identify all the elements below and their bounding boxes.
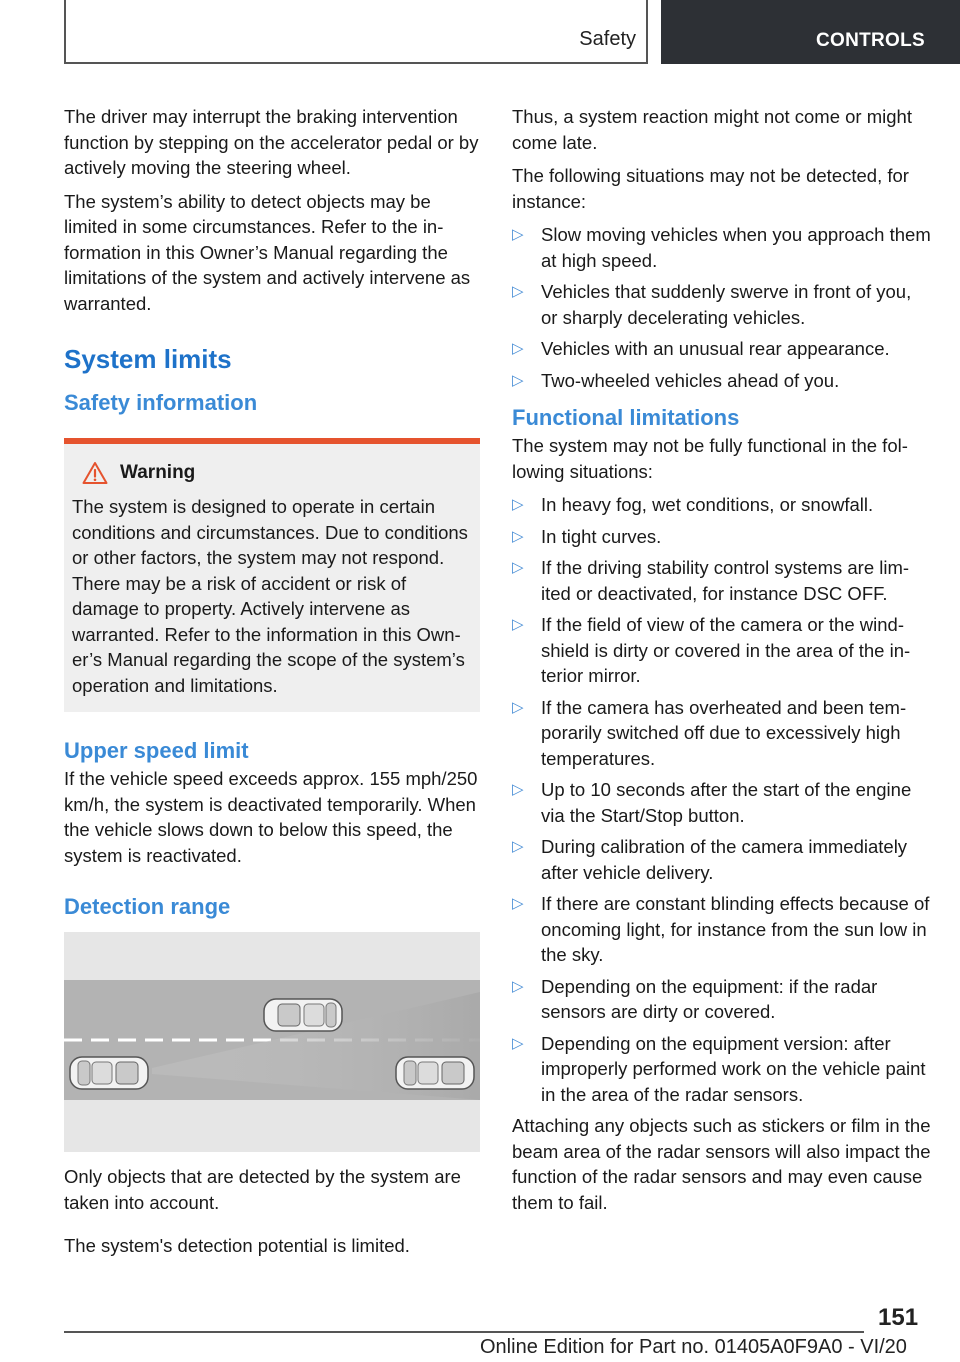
page-number: 151 xyxy=(878,1304,919,1331)
paragraph-detection-potential: The system's detection potential is limited. xyxy=(64,1235,410,1256)
list-functional-limitations xyxy=(512,492,932,1107)
list-item: ▷ In tight curves. xyxy=(512,524,932,550)
warning-header xyxy=(72,458,472,488)
left-column xyxy=(64,104,480,1267)
paragraph-braking-interrupt: The driver may interrupt the braking intervention function by stepping on the accelerator pedal or by actively moving the steering wheel. xyxy=(64,106,479,178)
list-item: ▷ During calibration of the camera immediately after vehicle delivery. xyxy=(512,836,908,883)
list-item: ▷ Up to 10 seconds after the start of the engine via the Start/Stop button. xyxy=(512,779,912,826)
bullet-triangle-icon: ▷ xyxy=(512,977,524,995)
list-item: ▷ Vehicles that suddenly swerve in front of you, or sharply decelerating vehicles. xyxy=(512,281,912,328)
bullet-triangle-icon: ▷ xyxy=(512,781,524,798)
bullet-triangle-icon: ▷ xyxy=(512,838,524,855)
list-item: ▷ If there are constant blinding effects because of oncoming light, for instance from the sun low in the sky. xyxy=(512,893,930,965)
list-item: ▷ If the camera has overheated and been temporarily switched off due to excessively high temperatures. xyxy=(512,696,907,769)
bullet-triangle-icon: ▷ xyxy=(512,559,524,576)
paragraph-not-detected-intro: The following situations may not be detected, for instance: xyxy=(512,165,909,212)
paragraph-detected-objects: Only objects that are detected by the system are taken into account. xyxy=(64,1166,461,1213)
heading-safety-information: Safety information xyxy=(64,390,258,415)
car-ahead-other-lane-icon xyxy=(264,999,342,1031)
warning-text: The system is designed to operate in certain conditions and circumstances. Due to conditions or other factors, the system may not respond. There may be a risk of accident or risk of damage to property. Actively intervene as warranted. Refer to the information in this Owner’s Manual regarding the scope of the system’s operation and limitations. xyxy=(72,496,468,696)
heading-detection-range: Detection range xyxy=(64,894,231,919)
bullet-triangle-icon: ▷ xyxy=(512,340,524,357)
heading-functional-limitations: Functional limitations xyxy=(512,405,740,430)
own-vehicle-icon xyxy=(70,1057,148,1089)
list-undetected-situations xyxy=(512,222,932,393)
footer-rule xyxy=(64,1331,864,1333)
bullet-triangle-icon: ▷ xyxy=(512,1034,524,1052)
car-ahead-same-lane-icon xyxy=(396,1057,474,1089)
list-item: ▷ If the driving stability control systems are limited or deactivated, for instance DSC OFF. xyxy=(512,557,910,604)
header-chapter-label: CONTROLS xyxy=(816,30,926,51)
header-chapter-tab xyxy=(661,0,960,64)
header-section-title: Safety xyxy=(579,28,636,50)
list-item: ▷ Vehicles with an unusual rear appearance. xyxy=(512,336,932,362)
paragraph-reaction-late: Thus, a system reaction might not come or might come late. xyxy=(512,106,912,153)
warning-title: Warning xyxy=(120,462,196,483)
bullet-triangle-icon: ▷ xyxy=(512,371,524,389)
bullet-triangle-icon: ▷ xyxy=(512,698,524,716)
list-item: ▷ Depending on the equipment version: after improperly performed work on the vehicle paint in the area of the radar sensors. xyxy=(512,1032,926,1105)
bullet-triangle-icon: ▷ xyxy=(512,616,524,633)
bullet-triangle-icon: ▷ xyxy=(512,895,524,912)
list-item: ▷ Depending on the equipment: if the radar sensors are dirty or covered. xyxy=(512,975,878,1022)
list-item: ▷ Slow moving vehicles when you approach them at high speed. xyxy=(512,224,931,271)
list-item: ▷ In heavy fog, wet conditions, or snowfall. xyxy=(512,492,932,518)
list-item: ▷ If the field of view of the camera or the windshield is dirty or covered in the area of the interior mirror. xyxy=(512,614,911,686)
list-item: ▷ Two-wheeled vehicles ahead of you. xyxy=(512,368,932,394)
heading-upper-speed-limit: Upper speed limit xyxy=(64,738,249,763)
footer-edition-text: Online Edition for Part no. 01405A0F9A0 - VI/20 xyxy=(480,1336,907,1358)
paragraph-detection-ability: The system’s ability to detect objects may be limited in some circumstances. Refer to the information in this Owner’s Manual regarding the limitations of the system and actively intervene as warranted. xyxy=(64,190,471,314)
road-diagram xyxy=(64,932,480,1152)
bullet-triangle-icon: ▷ xyxy=(512,496,524,513)
detection-range-illustration xyxy=(64,932,480,1152)
bullet-triangle-icon: ▷ xyxy=(512,283,524,300)
bullet-triangle-icon: ▷ xyxy=(512,527,524,545)
warning-box xyxy=(64,438,480,712)
right-column xyxy=(512,104,932,1223)
bullet-triangle-icon: ▷ xyxy=(512,226,524,243)
paragraph-stickers-warning: Attaching any objects such as stickers or film in the beam area of the radar sensors will also impact the function of the radar sensors and may even cause them to fail. xyxy=(512,1115,931,1213)
warning-triangle-icon xyxy=(82,461,108,485)
paragraph-functional-intro: The system may not be fully functional in the following situations: xyxy=(512,435,908,482)
paragraph-upper-speed: If the vehicle speed exceeds approx. 155 mph/250 km/h, the system is deactivated temporarily. When the vehicle slows down to below this speed, the system is reactivated. xyxy=(64,768,478,866)
heading-system-limits: System limits xyxy=(64,344,232,374)
